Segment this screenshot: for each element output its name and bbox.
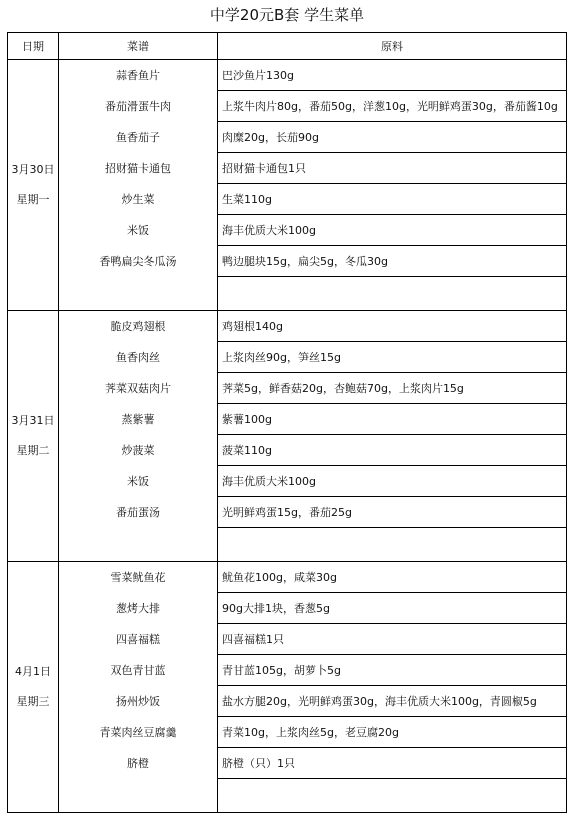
dish-cell: 脐橙 [59,748,218,779]
table-row [8,342,567,373]
ingredients-cell: 肉糜20g，长茄90g [218,122,567,153]
table-row [8,435,567,466]
header-date: 日期 [8,33,59,60]
table-row [8,655,567,686]
dish-cell: 香鸭扁尖冬瓜汤 [59,246,218,277]
date-cell [8,60,59,311]
ingredients-cell [218,277,567,311]
dish-cell: 青菜肉丝豆腐羹 [59,717,218,748]
ingredients-cell: 青菜10g，上浆肉丝5g，老豆腐20g [218,717,567,748]
dish-cell: 脆皮鸡翅根 [59,311,218,342]
dish-cell: 鱼香肉丝 [59,342,218,373]
table-row [8,184,567,215]
dish-cell: 蒸紫薯 [59,404,218,435]
menu-table [7,32,567,813]
table-row [8,122,567,153]
dish-cell [59,528,218,562]
table-row [8,60,567,91]
date-cell [8,311,59,562]
dish-cell: 番茄滑蛋牛肉 [59,91,218,122]
dish-cell: 招财猫卡通包 [59,153,218,184]
table-row [8,562,567,593]
ingredients-cell [218,528,567,562]
ingredients-cell: 菠菜110g [218,435,567,466]
dish-cell [59,779,218,813]
ingredients-cell: 上浆牛肉片80g，番茄50g，洋葱10g，光明鲜鸡蛋30g，番茄酱10g [218,91,567,122]
ingredients-cell: 生菜110g [218,184,567,215]
weekday-label: 星期三 [16,695,50,708]
table-row [8,277,567,311]
ingredients-cell: 巴沙鱼片130g [218,60,567,91]
header-dish: 菜谱 [59,33,218,60]
table-row [8,215,567,246]
table-row [8,717,567,748]
table-row [8,311,567,342]
date-label: 4月1日 [15,665,51,678]
table-row [8,748,567,779]
dish-cell: 炒生菜 [59,184,218,215]
ingredients-cell: 鸡翅根140g [218,311,567,342]
table-row [8,246,567,277]
dish-cell: 扬州炒饭 [59,686,218,717]
date-label: 3月30日 [11,163,55,176]
ingredients-cell: 海丰优质大米100g [218,215,567,246]
table-row [8,593,567,624]
table-row [8,779,567,813]
ingredients-cell [218,779,567,813]
dish-cell: 番茄蛋汤 [59,497,218,528]
table-row [8,373,567,404]
table-row [8,528,567,562]
dish-cell: 四喜福糕 [59,624,218,655]
table-row [8,466,567,497]
ingredients-cell: 脐橙（只）1只 [218,748,567,779]
menu-body [8,60,567,813]
header-ingredients: 原料 [218,33,567,60]
ingredients-cell: 90g大排1块，香葱5g [218,593,567,624]
ingredients-cell: 光明鲜鸡蛋15g，番茄25g [218,497,567,528]
ingredients-cell: 海丰优质大米100g [218,466,567,497]
dish-cell [59,277,218,311]
dish-cell: 葱烤大排 [59,593,218,624]
dish-cell: 炒菠菜 [59,435,218,466]
dish-cell: 荠菜双菇肉片 [59,373,218,404]
table-row [8,624,567,655]
ingredients-cell: 四喜福糕1只 [218,624,567,655]
ingredients-cell: 盐水方腿20g，光明鲜鸡蛋30g，海丰优质大米100g，青圆椒5g [218,686,567,717]
dish-cell: 蒜香鱼片 [59,60,218,91]
table-row [8,91,567,122]
table-row [8,153,567,184]
table-row [8,686,567,717]
date-cell [8,562,59,813]
ingredients-cell: 紫薯100g [218,404,567,435]
header-row [8,33,567,60]
ingredients-cell: 鸭边腿块15g，扁尖5g，冬瓜30g [218,246,567,277]
ingredients-cell: 青甘蓝105g，胡萝卜5g [218,655,567,686]
dish-cell: 双色青甘蓝 [59,655,218,686]
dish-cell: 雪菜鱿鱼花 [59,562,218,593]
dish-cell: 鱼香茄子 [59,122,218,153]
table-row [8,404,567,435]
ingredients-cell: 鱿鱼花100g，咸菜30g [218,562,567,593]
ingredients-cell: 招财猫卡通包1只 [218,153,567,184]
table-row [8,497,567,528]
weekday-label: 星期一 [16,193,50,206]
ingredients-cell: 荠菜5g，鲜香菇20g，杏鲍菇70g，上浆肉片15g [218,373,567,404]
ingredients-cell: 上浆肉丝90g，笋丝15g [218,342,567,373]
weekday-label: 星期二 [16,444,50,457]
date-label: 3月31日 [11,414,55,427]
dish-cell: 米饭 [59,215,218,246]
dish-cell: 米饭 [59,466,218,497]
page-title: 中学20元B套 学生菜单 [209,6,365,24]
